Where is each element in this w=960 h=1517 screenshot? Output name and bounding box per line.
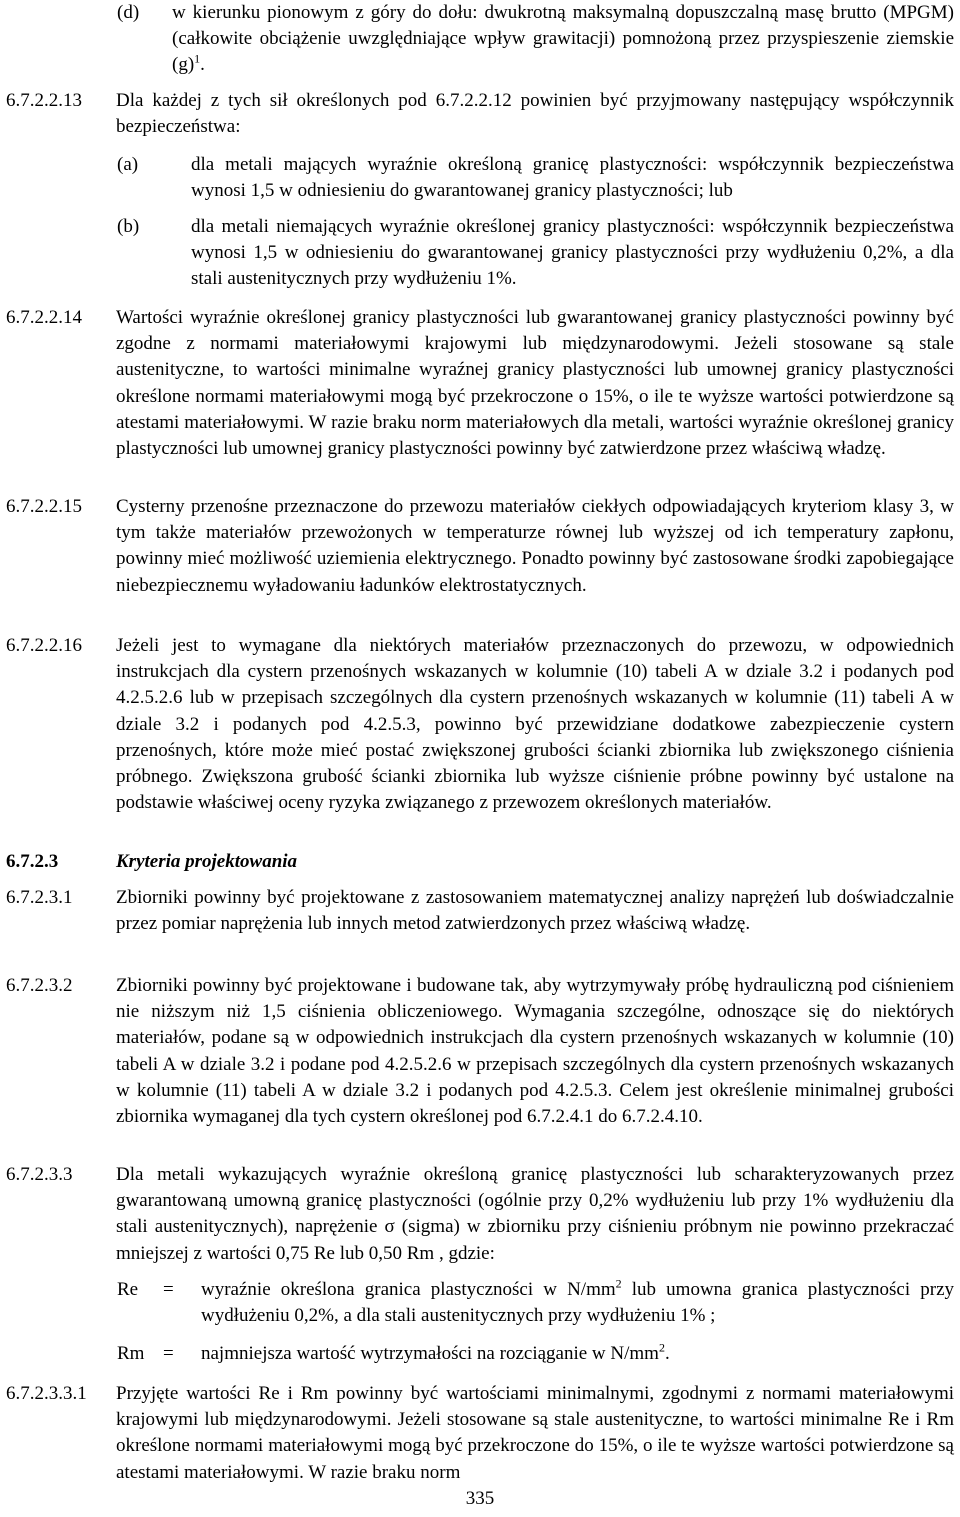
exponent: 2: [615, 1276, 622, 1291]
heading-number: 6.7.2.3: [6, 851, 59, 872]
page-number: 335: [465, 1488, 495, 1509]
section-number: 6.7.2.3.2: [6, 975, 73, 996]
section-text: Cysterny przenośne przeznaczone do przewozu materiałów ciekłych odpowiadających kryteriom klasy 3, w tym także materiałów przewożonych w temperaturze równej lub wyższej od ich temperatury zapłonu, powinny mieć możliwość uziemienia elektrycznego. Ponadto powinny być zastosowane środki zapobiegające niebezpiecznemu wyładowaniu ładunków elektrostatycznych.: [116, 496, 954, 596]
definition-text-body: najmniejsza wartość wytrzymałości na rozciąganie w N/mm: [201, 1343, 659, 1364]
section-text: Jeżeli jest to wymagane dla niektórych materiałów przeznaczonych do przewozu, w odpowiednich instrukcjach dla cystern przenośnych wskazanych w kolumnie (10) tabeli A w dziale 3.2 i podanych pod 4.2.5.2.6 lub w przepisach szczególnych dla cystern przenośnych wskazanych w kolumnie (11) tabeli A w dziale 3.2 i podanych pod 4.2.5.3, powinno być przewidziane dodatkowe zabezpieczenie cystern przenośnych, które może mieć postać zwiększonej grubości ścianki zbiornika lub zwiększonego ciśnienia próbnego. Zwiększona grubość ścianki zbiornika lub wyższe ciśnienie próbne powinny być ustalone na podstawie właściwej oceny ryzyka związanego z przewozem określonych materiałów.: [116, 635, 954, 814]
definition-text-re: [201, 1277, 954, 1329]
section-text: Zbiorniki powinny być projektowane z zastosowaniem matematycznej analizy naprężeń lub doświadczalnie przez pomiar naprężenia lub innych metod zatwierdzonych przez właściwą władzę.: [116, 887, 954, 935]
section-number: 6.7.2.3.3: [6, 1164, 73, 1185]
definition-text-body: wyraźnie określona granica plastyczności w N/mm: [201, 1279, 616, 1300]
section-number: 6.7.2.2.16: [6, 635, 82, 656]
item-label-d: (d): [117, 2, 140, 23]
definition-symbol-re: Re: [117, 1279, 139, 1300]
footnote-ref: 1: [194, 52, 201, 67]
item-text-d-body: w kierunku pionowym z góry do dołu: dwukrotną maksymalną dopuszczalną masę brutto (MPGM) (całkowite obciążenie uwzględniające wpływ grawitacji) pomnożoną przez przyspieszenie ziemskie (g): [172, 2, 954, 76]
item-text-d-tail: .: [200, 54, 205, 76]
definition-equals: =: [163, 1279, 174, 1300]
section-text: Dla metali wykazujących wyraźnie określoną granicę plastyczności lub scharakteryzowanych przez gwarantowaną umowną granicę plastyczności (ogólnie przy 0,2% wydłużeniu lub przy 1% wydłużeniu dla stali austenitycznych), naprężenie σ (sigma) w zbiorniku przy ciśnieniu próbnym nie powinno przekraczać mniejszej z wartości 0,75 Re lub 0,50 Rm , gdzie:: [116, 1164, 954, 1264]
heading-title: Kryteria projektowania: [116, 851, 298, 872]
item-text-a: dla metali mających wyraźnie określoną granicę plastyczności: współczynnik bezpieczeństwa wynosi 1,5 w odniesieniu do gwarantowanej granicy plastyczności; lub: [191, 154, 954, 202]
item-label-b: (b): [117, 216, 140, 237]
item-text-b: dla metali niemających wyraźnie określonej granicy plastyczności: współczynnik bezpieczeństwa wynosi 1,5 w odniesieniu do gwarantowanej granicy plastyczności przy wydłużeniu 0,2%, a dla stali austenitycznych przy wydłużeniu 1%.: [191, 216, 954, 290]
definition-equals: =: [163, 1343, 174, 1364]
section-number: 6.7.2.2.13: [6, 90, 82, 111]
section-text: Dla każdej z tych sił określonych pod 6.7.2.2.12 powinien być przyjmowany następujący współczynnik bezpieczeństwa:: [116, 90, 954, 138]
item-text-d: [172, 0, 954, 79]
definition-text-tail: lub umowna granica plastyczności przy wydłużeniu 0,2%, a dla stali austenitycznych przy wydłużeniu 1% ;: [201, 1279, 954, 1327]
section-text: Wartości wyraźnie określonej granicy plastyczności lub gwarantowanej granicy plastyczności powinny być zgodne z normami materiałowymi krajowymi lub międzynarodowymi. Jeżeli stosowane są stale austenityczne, to wartości minimalne wyraźnej granicy plastyczności lub umownej granicy plastyczności określone normami materiałowymi mogą być przekroczone o 15%, o ile te wyższe wartości potwierdzone są atestami materiałowymi. W razie braku norm materiałowych dla metali, wartości wyraźnie określonej granicy plastyczności lub umownej granicy plastyczności powinny być zatwierdzone przez właściwą władzę.: [116, 307, 954, 460]
section-number: 6.7.2.2.15: [6, 496, 82, 517]
section-number: 6.7.2.3.1: [6, 887, 73, 908]
section-number: 6.7.2.2.14: [6, 307, 82, 328]
section-text: Zbiorniki powinny być projektowane i budowane tak, aby wytrzymywały próbę hydrauliczną pod ciśnieniem nie niższym niż 1,5 ciśnienia obliczeniowego. Wymagania szczególne, odnoszące się do niektórych materiałów, podane są w odpowiednich instrukcjach dla cystern przenośnych wskazanych w kolumnie (10) tabeli A w dziale 3.2 i podane pod 4.2.5.2.6 w przepisach szczególnych dla cystern przenośnych wskazanych w kolumnie (11) tabeli A w dziale 3.2 i podanych pod 4.2.5.3. Celem jest określenie minimalnej grubości zbiornika wymaganej dla tych cystern określonej pod 6.7.2.4.1 do 6.7.2.4.10.: [116, 975, 954, 1128]
definition-text-rm: [201, 1341, 954, 1367]
definition-symbol-rm: Rm: [117, 1343, 145, 1364]
item-label-a: (a): [117, 154, 139, 175]
exponent: 2: [658, 1340, 665, 1355]
definition-text-tail: .: [664, 1343, 670, 1364]
section-number: 6.7.2.3.3.1: [6, 1383, 87, 1404]
section-text: Przyjęte wartości Re i Rm powinny być wartościami minimalnymi, zgodnymi z normami materiałowymi krajowymi lub międzynarodowymi. Jeżeli stosowane są stale austenityczne, to wartości minimalne Re i Rm określone normami materiałowymi mogą być przekroczone do 15%, o ile te wyższe wartości potwierdzone są atestami materiałowymi. W razie braku norm: [116, 1383, 954, 1483]
